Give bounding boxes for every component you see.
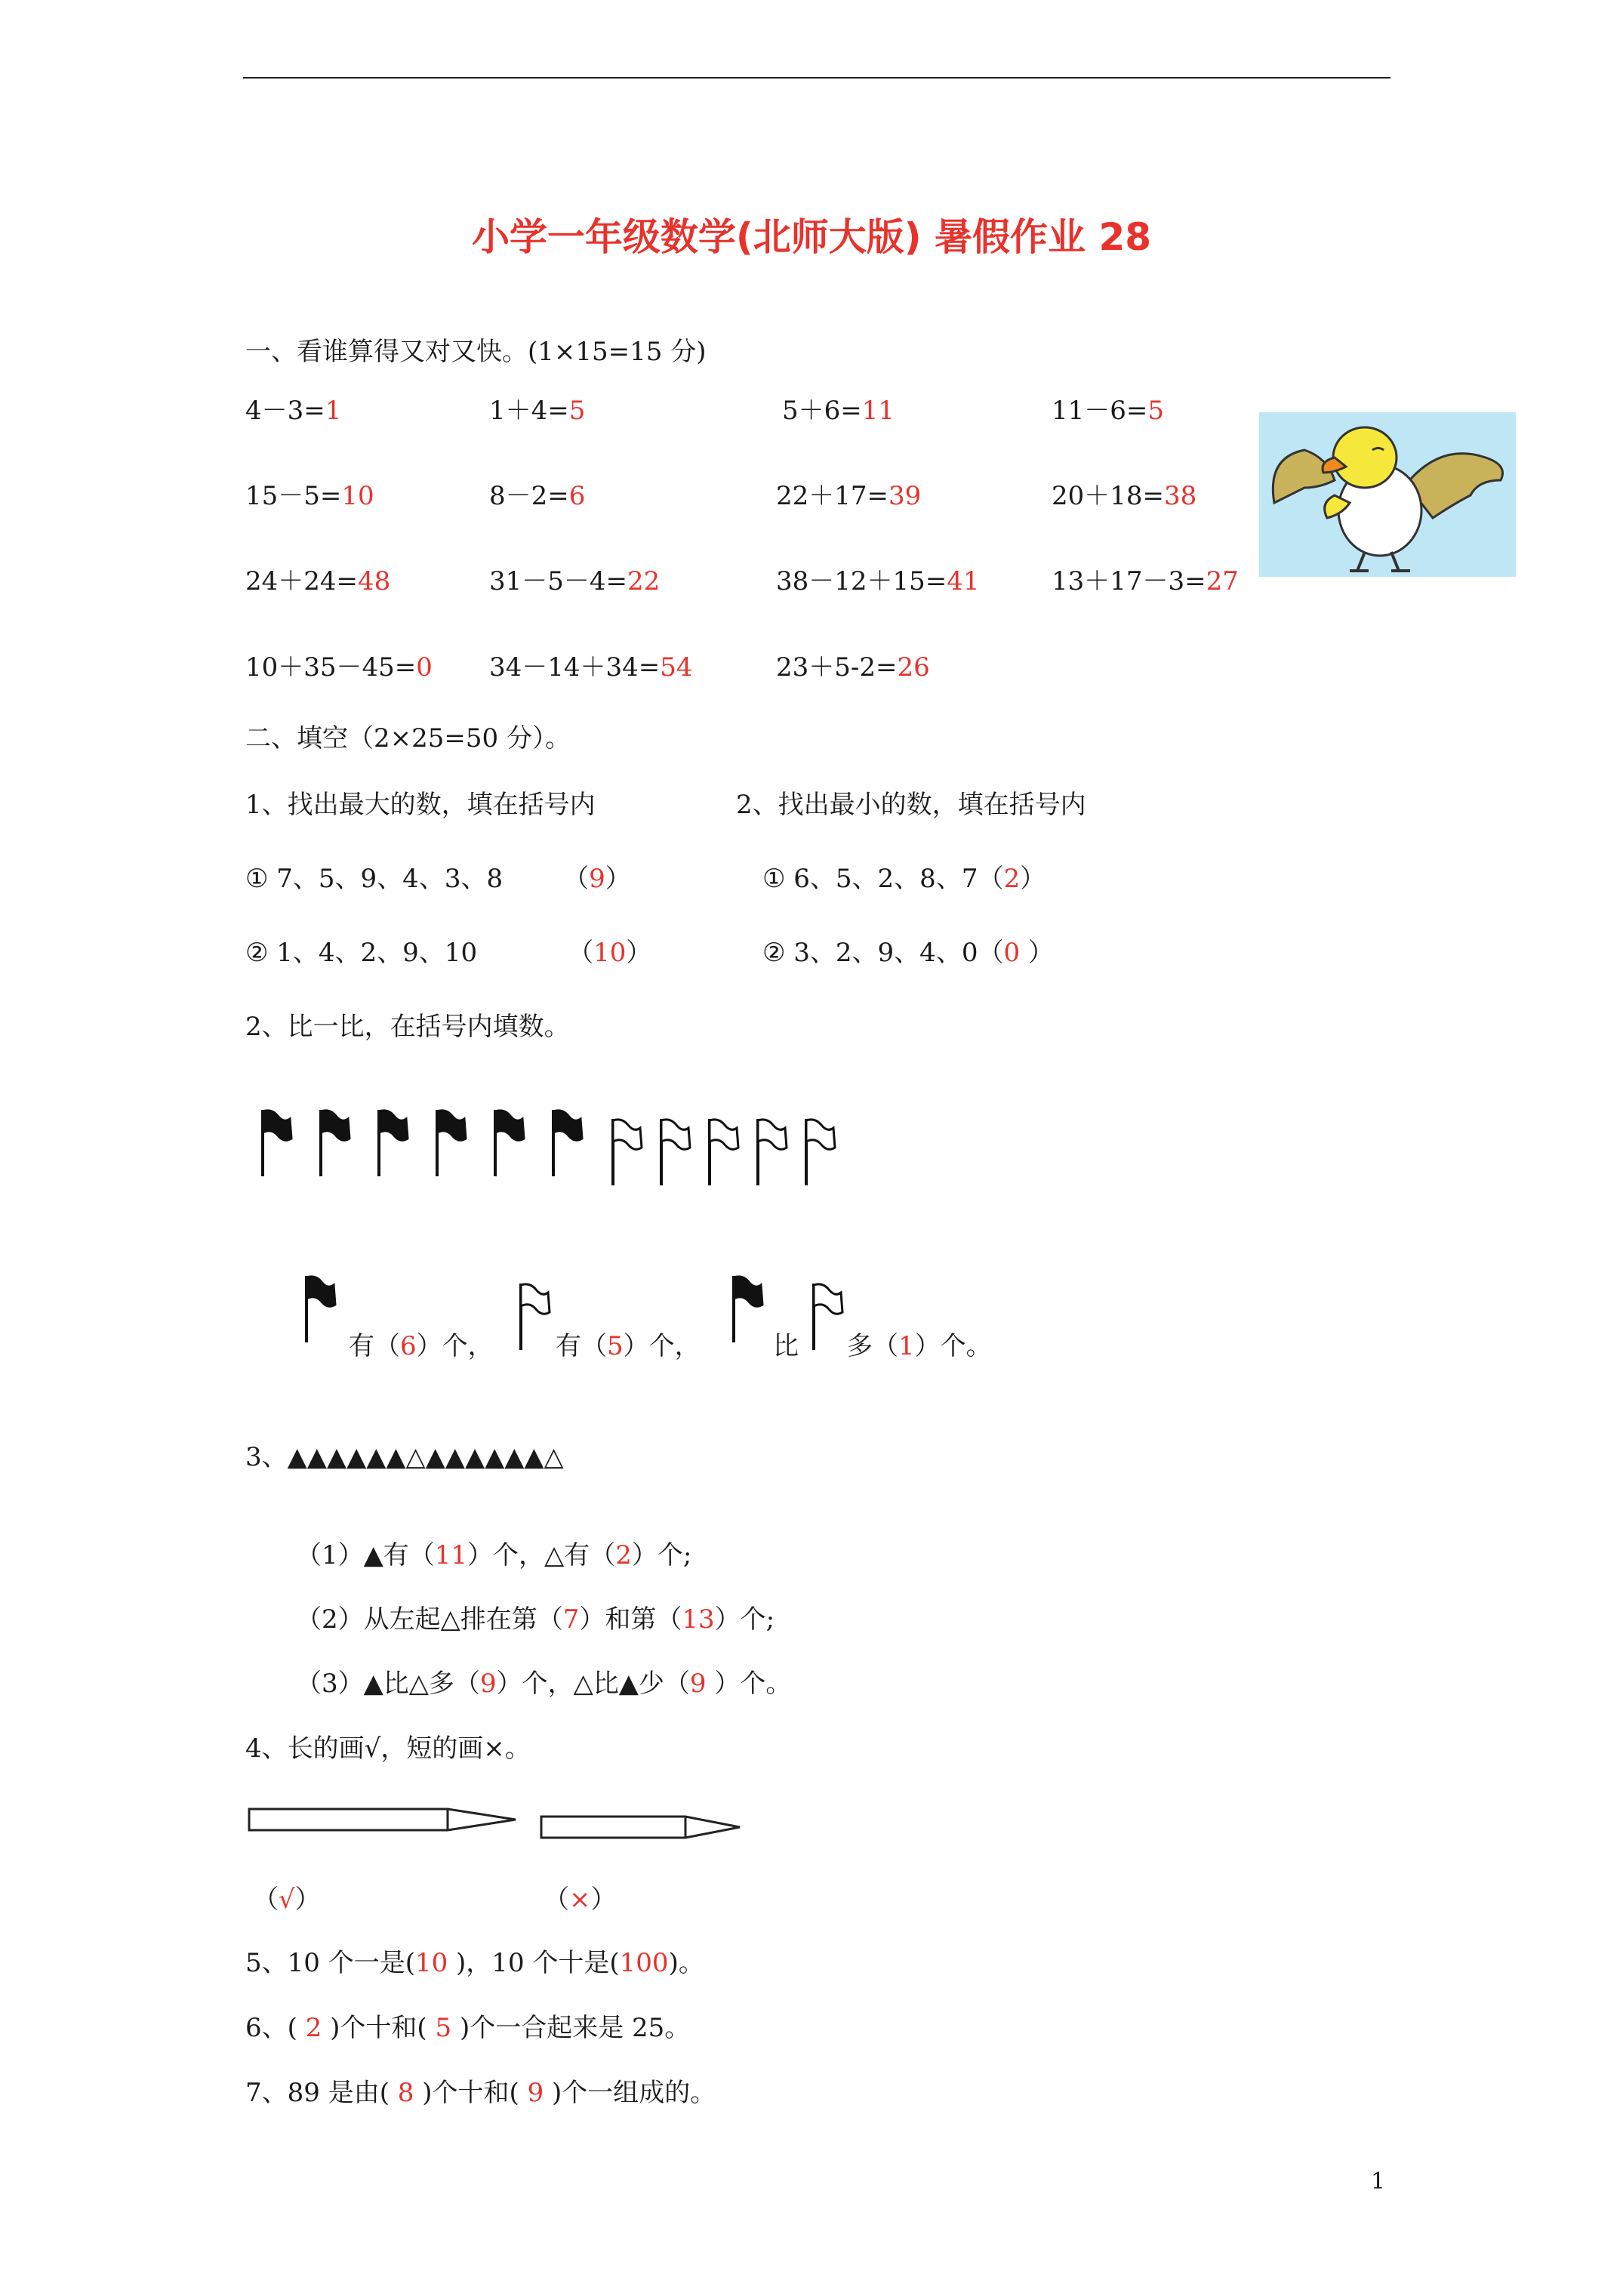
white-flag-icon — [515, 1282, 554, 1351]
q1-left-item-2 — [245, 938, 651, 968]
q6: 6、( 2 )个十和( 5 )个一合起来是 25。 — [245, 2013, 691, 2043]
header-rule — [243, 77, 1390, 79]
arith-question: 24＋24= — [245, 566, 359, 596]
page-number: 1 — [1371, 2168, 1386, 2195]
arith-question: 11－6= — [1052, 396, 1148, 426]
arith-question: 8－2= — [489, 481, 569, 511]
q3-line-1: （1）▲有（11）个，△有（2）个; — [296, 1540, 692, 1570]
answer: 10 — [593, 938, 627, 968]
arith-question: 5＋6= — [782, 396, 862, 426]
q4-prompt: 4、长的画√，短的画×。 — [245, 1734, 531, 1764]
arith-answer: 1 — [325, 396, 342, 426]
paren-close: ） — [605, 864, 631, 894]
page-title: 小学一年级数学(北师大版) 暑假作业 28 — [471, 215, 1152, 259]
paren-open: （ — [978, 864, 1004, 894]
q1-left-prompt: 1、找出最大的数，填在括号内 — [245, 790, 596, 820]
arith-answer: 48 — [358, 566, 391, 596]
black-flag-icon — [300, 1274, 340, 1344]
arith-item — [489, 566, 660, 596]
white-flag-icon — [752, 1117, 791, 1187]
black-flag-icon — [373, 1108, 412, 1178]
arith-answer: 41 — [947, 566, 980, 596]
q4-left-answer: （√） — [253, 1885, 321, 1915]
white-flag-icon — [655, 1117, 694, 1187]
arith-question: 34－14＋34= — [489, 652, 661, 683]
arith-item — [776, 566, 980, 596]
item-text: ② 1、4、2、9、10 — [245, 938, 478, 968]
bird-illustration — [1259, 412, 1516, 577]
black-flag-icon — [257, 1108, 296, 1178]
sentence-part-2: 有（5）个， — [556, 1331, 701, 1361]
arith-question: 38－12＋15= — [776, 566, 947, 596]
arith-question: 15－5= — [245, 481, 342, 511]
arith-question: 23＋5-2= — [776, 652, 898, 683]
arith-item — [245, 396, 341, 426]
paren-close: ） — [1020, 864, 1046, 894]
paren-open: （ — [568, 938, 594, 968]
white-flag-icon — [808, 1282, 847, 1351]
q4-right-answer: （×） — [544, 1885, 617, 1915]
arith-item — [245, 481, 374, 511]
arith-item — [782, 396, 895, 426]
answer: 2 — [1003, 864, 1021, 894]
arith-answer: 39 — [888, 481, 922, 511]
arith-question: 22＋17= — [776, 481, 889, 511]
arith-answer: 38 — [1164, 481, 1197, 511]
black-flag-icon — [728, 1274, 767, 1344]
arith-item — [776, 481, 921, 511]
item-text: ① 7、5、9、4、3、8 — [245, 864, 504, 894]
paren-close: ） — [626, 938, 652, 968]
q3-line-2: （2）从左起△排在第（7）和第（13）个; — [296, 1604, 775, 1635]
black-flag-icon — [489, 1108, 528, 1178]
black-flag-icon — [315, 1108, 354, 1178]
white-flag-icon — [607, 1117, 646, 1187]
arith-item — [776, 652, 930, 683]
arith-item — [245, 566, 390, 596]
arith-question: 1＋4= — [489, 396, 569, 426]
black-flag-icon — [547, 1108, 587, 1178]
sentence-part-1: 有（6）个， — [349, 1331, 494, 1361]
arith-answer: 54 — [660, 652, 693, 683]
long-pencil — [248, 1804, 519, 1835]
q1-right-item-1 — [762, 864, 1046, 894]
q1-right-prompt: 2、找出最小的数，填在括号内 — [736, 790, 1086, 820]
arith-answer: 26 — [897, 652, 930, 683]
paren-close: ） — [1027, 938, 1054, 968]
q1-left-item-1 — [245, 864, 631, 894]
arith-item — [1052, 566, 1239, 596]
white-flag-icon — [704, 1117, 743, 1187]
answer: 9 — [589, 864, 605, 894]
q1-right-item-2 — [762, 938, 1054, 968]
q3-line-3: （3）▲比△多（9）个，△比▲少（9 ）个。 — [296, 1669, 792, 1699]
sentence-part-3: 比 — [773, 1331, 799, 1361]
arith-item — [1052, 396, 1164, 426]
sentence-part-4: 多（1）个。 — [847, 1331, 992, 1361]
arith-question: 31－5－4= — [489, 566, 628, 596]
arith-answer: 6 — [568, 481, 586, 511]
answer: 0 — [1003, 938, 1028, 968]
arith-question: 4－3= — [245, 396, 325, 426]
arith-answer: 10 — [341, 481, 374, 511]
q2-prompt: 2、比一比，在括号内填数。 — [245, 1012, 570, 1042]
arith-answer: 0 — [416, 652, 433, 683]
q3-prompt: 3、▲▲▲▲▲▲△▲▲▲▲▲▲△ — [245, 1442, 564, 1472]
arith-question: 13＋17－3= — [1052, 566, 1206, 596]
arith-item — [1052, 481, 1196, 511]
short-pencil — [540, 1814, 744, 1841]
section1-heading: 一、看谁算得又对又快。(1×15=15 分) — [245, 337, 707, 367]
arith-item — [489, 481, 585, 511]
section2-heading: 二、填空（2×25=50 分）。 — [245, 723, 571, 754]
q7: 7、89 是由( 8 )个十和( 9 )个一组成的。 — [245, 2078, 716, 2108]
arith-answer: 5 — [568, 396, 586, 426]
arith-answer: 22 — [627, 566, 661, 596]
arith-item — [489, 396, 585, 426]
arith-answer: 27 — [1206, 566, 1239, 596]
item-text: ② 3、2、9、4、0 — [762, 938, 978, 968]
arith-answer: 5 — [1147, 396, 1165, 426]
arith-item — [245, 652, 433, 683]
q5: 5、10 个一是(10 )，10 个十是(100)。 — [245, 1948, 704, 1978]
arith-item — [489, 652, 693, 683]
paren-open: （ — [563, 864, 590, 894]
arith-question: 10＋35－45= — [245, 652, 417, 683]
item-text: ① 6、5、2、8、7 — [762, 864, 978, 894]
white-flag-icon — [800, 1117, 839, 1187]
paren-open: （ — [978, 938, 1004, 968]
arith-answer: 11 — [861, 396, 895, 426]
black-flag-icon — [431, 1108, 470, 1178]
arith-question: 20＋18= — [1052, 481, 1165, 511]
